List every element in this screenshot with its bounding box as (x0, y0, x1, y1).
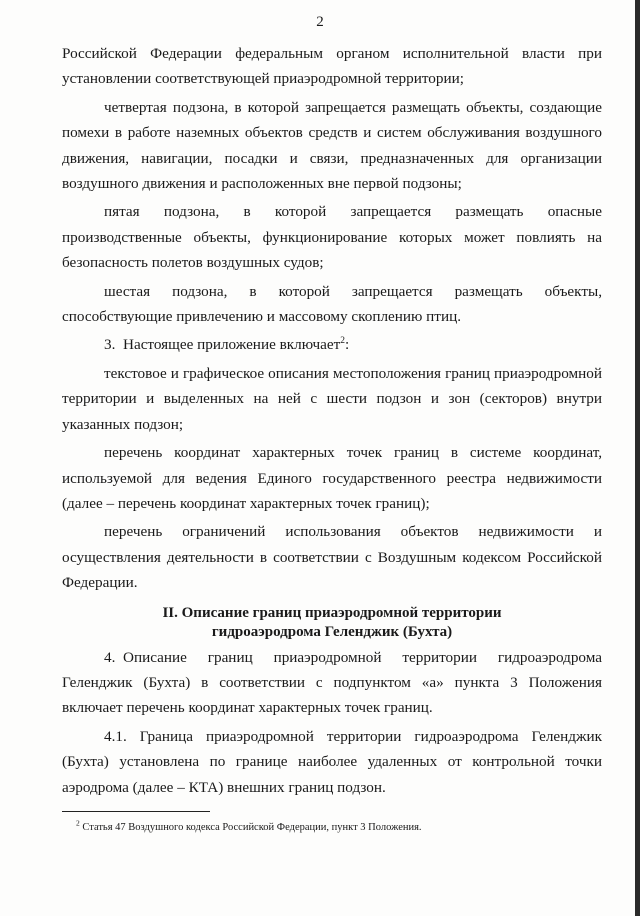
document-body (62, 41, 602, 800)
paragraph-item-4: 4. Описание границ приаэродромной территории гидроаэродрома Геленджик (Бухта) в соответствии с подпунктом «а» пункта 3 Положения включает перечень координат характерных точек границ. (62, 648, 602, 717)
footnote-text: Статья 47 Воздушного кодекса Российской Федерации, пункт 3 Положения. (82, 822, 422, 833)
paragraph-item-4-1: 4.1. Граница приаэродромной территории гидроаэродрома Геленджик (Бухта) установлена по границе наиболее удаленных от контрольной точки аэродрома (далее – КТА) внешних границ подзон. (62, 727, 602, 796)
item-3-suffix: : (345, 336, 350, 354)
paragraph-descriptions: текстовое и графическое описания местоположения границ приаэродромной территории и выделенных на ней с шести подзон и зон (секторов) внутри указанных подзон; (62, 364, 602, 433)
paragraph-restrictions-list: перечень ограничений использования объектов недвижимости и осуществления деятельности в соответствии с Воздушным кодексом Российской Федерации. (62, 523, 602, 592)
scan-edge (635, 0, 640, 916)
footnote-reference: 2 (340, 336, 346, 347)
paragraph-subzone-4: четвертая подзона, в которой запрещается размещать объекты, создающие помехи в работе наземных объектов средств и систем обслуживания воздушного движения, навигации, посадки и связи, предназначенных для организации воздушного движения и расположенных вне первой подзоны; (62, 98, 602, 193)
paragraph-subzone-5: пятая подзона, в которой запрещается размещать опасные производственные объекты, функционирование которых может повлиять на безопасность полетов воздушных судов; (62, 203, 602, 272)
footnote (76, 818, 596, 834)
paragraph-coordinates-list: перечень координат характерных точек границ в системе координат, используемой для ведения Единого государственного реестра недвижимости (далее – перечень координат характерных точек границ); (62, 444, 602, 512)
paragraph-1: Российской Федерации федеральным органом исполнительной власти при установлении соответствующей приаэродромной территории; (62, 45, 602, 88)
section-heading-line-1: II. Описание границ приаэродромной территории (162, 604, 502, 621)
section-heading (62, 604, 602, 642)
footnote-separator (62, 811, 210, 812)
item-3-text: 3. Настоящее приложение включает (104, 336, 341, 354)
paragraph-item-3 (62, 332, 602, 357)
section-heading-line-2: гидроаэродрома Геленджик (Бухта) (211, 623, 453, 640)
paragraph-subzone-6: шестая подзона, в которой запрещается размещать объекты, способствующие привлечению и массовому скоплению птиц. (62, 282, 602, 326)
page-number: 2 (316, 14, 324, 30)
footnote-mark: 2 (76, 818, 80, 828)
